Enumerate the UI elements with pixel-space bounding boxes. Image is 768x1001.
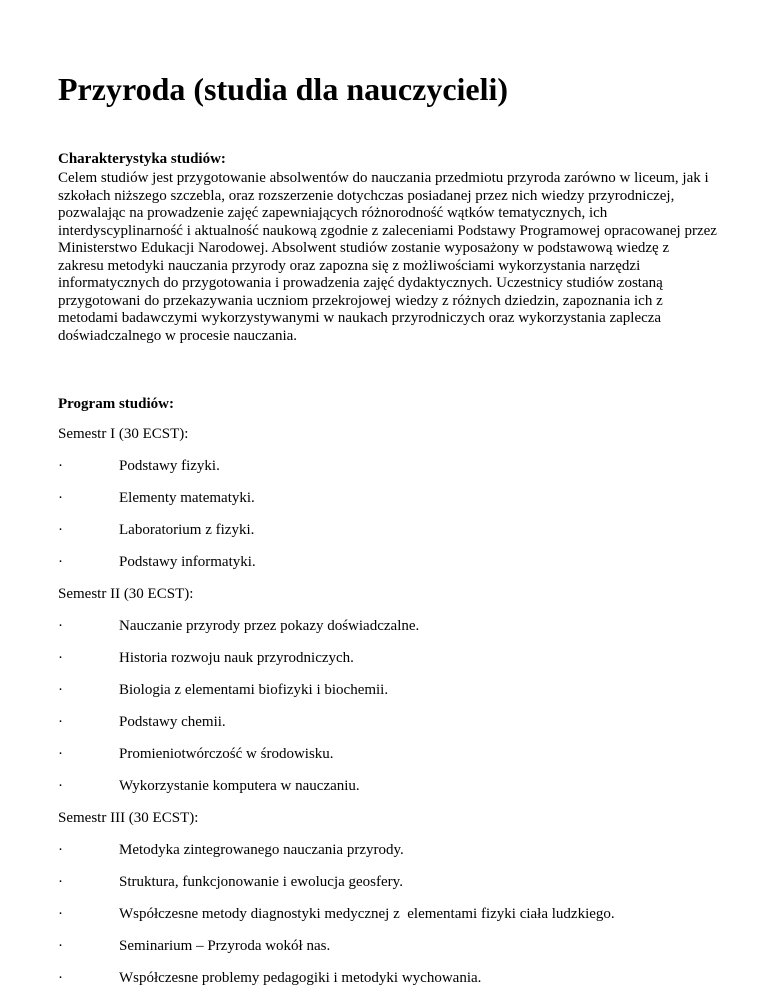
course-name: Podstawy fizyki. xyxy=(119,458,220,474)
course-name: Laboratorium z fizyki. xyxy=(119,522,255,538)
course-name: Historia rozwoju nauk przyrodniczych. xyxy=(119,650,354,666)
course-name: Struktura, funkcjonowanie i ewolucja geosfery. xyxy=(119,874,403,890)
semester-label: Semestr I (30 ECST): xyxy=(58,426,189,442)
characteristics-heading: Charakterystyka studiów: xyxy=(58,151,226,167)
course-name: Promieniotwórczość w środowisku. xyxy=(119,746,334,762)
program-heading: Program studiów: xyxy=(58,396,174,412)
list-item xyxy=(58,937,718,955)
semester-label: Semestr III (30 ECST): xyxy=(58,810,199,826)
bullet: · xyxy=(58,522,63,538)
bullet: · xyxy=(58,650,63,666)
bullet: · xyxy=(58,714,63,730)
list-item xyxy=(58,969,718,987)
list-item xyxy=(58,681,718,699)
bullet: · xyxy=(58,746,63,762)
bullet: · xyxy=(58,906,63,922)
list-item xyxy=(58,745,718,763)
course-name: Seminarium – Przyroda wokół nas. xyxy=(119,938,331,954)
bullet: · xyxy=(58,682,63,698)
bullet: · xyxy=(58,778,63,794)
bullet: · xyxy=(58,842,63,858)
course-name: Wykorzystanie komputera w nauczaniu. xyxy=(119,778,360,794)
course-name: Współczesne problemy pedagogiki i metodyki wychowania. xyxy=(119,970,482,986)
bullet: · xyxy=(58,554,63,570)
characteristics-text: Celem studiów jest przygotowanie absolwentów do nauczania przedmiotu przyroda zarówno w liceum, jak i szkołach niższego szczebla, oraz rozszerzenie dotychczas posiadanej przez nich wiedzy przyrodniczej, pozwalając na prowadzenie zajęć zapewniających różnorodność wątków tematycznych, ich interdyscyplinarność i aktualność naukową zgodnie z zaleceniami Podstawy Programowej opracowanej przez Ministerstwo Edukacji Narodowej. Absolwent studiów zostanie wyposażony w podstawową wiedzę z zakresu metodyki nauczania przyrody oraz zapozna się z możliwościami wykorzystania narzędzi informatycznych do przygotowania i prowadzenia zajęć dydaktycznych. Uczestnicy studiów zostaną przygotowani do przekazywania uczniom przekrojowej wiedzy z różnych dziedzin, zapoznania ich z metodami badawczymi wykorzystywanymi w naukach przyrodniczych oraz wykorzystania zaplecza doświadczalnego w procesie nauczania. xyxy=(58,170,717,344)
list-item xyxy=(58,617,718,635)
course-name: Elementy matematyki. xyxy=(119,490,255,506)
bullet: · xyxy=(58,458,63,474)
list-item xyxy=(58,905,718,923)
semester-label: Semestr II (30 ECST): xyxy=(58,586,194,602)
bullet: · xyxy=(58,490,63,506)
list-item xyxy=(58,553,718,571)
list-item xyxy=(58,713,718,731)
course-name: Podstawy chemii. xyxy=(119,714,226,730)
list-item xyxy=(58,649,718,667)
list-item xyxy=(58,457,718,475)
program-list xyxy=(58,425,718,1001)
list-item xyxy=(58,873,718,891)
list-item xyxy=(58,777,718,795)
course-name: Podstawy informatyki. xyxy=(119,554,256,570)
bullet: · xyxy=(58,970,63,986)
course-name: Współczesne metody diagnostyki medycznej z elementami fizyki ciała ludzkiego. xyxy=(119,906,615,922)
course-name: Metodyka zintegrowanego nauczania przyrody. xyxy=(119,842,404,858)
course-name: Biologia z elementami biofizyki i biochemii. xyxy=(119,682,389,698)
list-item xyxy=(58,489,718,507)
page-title: Przyroda (studia dla nauczycieli) xyxy=(58,71,509,107)
course-name: Nauczanie przyrody przez pokazy doświadczalne. xyxy=(119,618,420,634)
bullet: · xyxy=(58,618,63,634)
bullet: · xyxy=(58,938,63,954)
list-item xyxy=(58,521,718,539)
bullet: · xyxy=(58,874,63,890)
list-item xyxy=(58,841,718,859)
